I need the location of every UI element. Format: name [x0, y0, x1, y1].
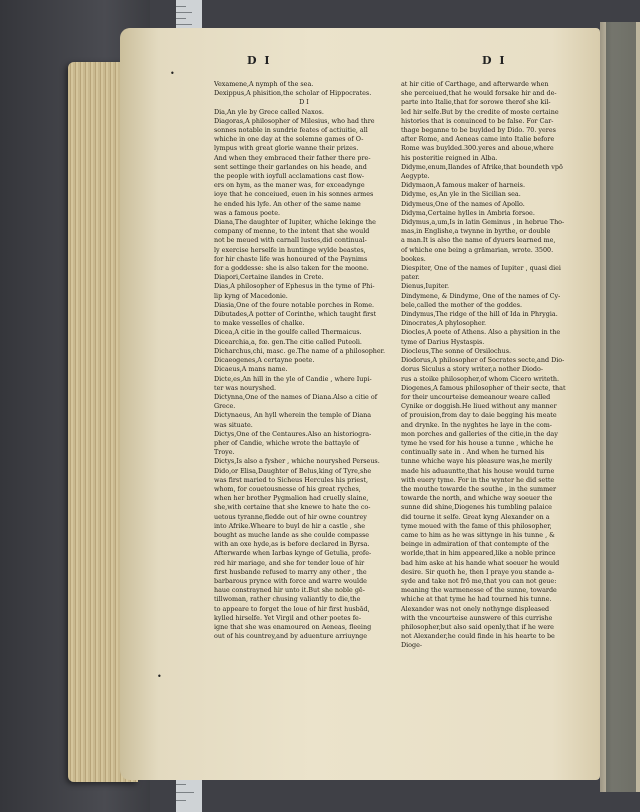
text-line: Dicea,A citie in the goulfe called Thermaicus.	[214, 328, 362, 337]
text-line: syde and take not frō me,that you can not geue:	[401, 576, 557, 585]
text-line: philosopher,but also said openly,that if he were	[401, 622, 554, 631]
text-line: for their uncourteise demeanour weare called	[401, 392, 551, 401]
text-line: bought as muche lande as she coulde compasse	[214, 530, 370, 539]
text-line: bad him aske at his hande what soeuer he would	[401, 558, 560, 567]
text-line: kylled hirselfe. Yet Virgil and other poetes fe-	[214, 613, 361, 622]
text-line: not Alexander,he could finde in his hearte to be	[401, 632, 555, 641]
text-line: Dias,A philosopher of Ephesus in the tyme of Phi-	[214, 282, 375, 291]
text-line: he ended his lyfe. An other of the same name	[214, 199, 361, 208]
text-line: Dindymus,The ridge of the hill of Ida in Phrygia.	[401, 310, 558, 319]
text-line: tillwoman, rather chusing valiantly to die,the	[214, 595, 361, 604]
text-line: mon porches and galleries of the citie,in the day	[401, 429, 558, 438]
text-line: tyme moued with the fame of this philosopher,	[401, 521, 552, 530]
text-line: mas,in Englishe,a twynne in byrthe, or double	[401, 227, 551, 236]
running-head-left: D I	[247, 54, 272, 67]
text-line: a man.It is also the name of dyuers learned me,	[401, 236, 556, 245]
text-line: Dictynna,One of the names of Diana.Also a citie of	[214, 392, 378, 401]
margin-mark-top: •	[170, 69, 175, 78]
text-line: And when they embraced their father there pre-	[214, 153, 371, 162]
text-line: Didyme, es,An yle in the Sicilian sea.	[401, 190, 521, 199]
text-line: Dictynaeus, An hyll wherein the temple of Diana	[214, 411, 372, 420]
text-line: made his aduauntte,that his house would turne	[401, 466, 555, 475]
text-line: parte into Italie,that for sorowe therof she kil-	[401, 98, 551, 107]
text-line: sent settinge their garlandes on his heade, and	[214, 162, 367, 171]
text-line: Grece.	[214, 402, 236, 411]
text-line: Dienus,Iupiter.	[401, 282, 450, 291]
text-line: first husbande refused to marry any other , the	[214, 567, 367, 576]
text-line: ly exercise herselfe in huntinge wylde beastes,	[214, 245, 366, 254]
text-line: rus a stoike philosopher,of whom Cicero writeth.	[401, 374, 560, 383]
text-line: of whiche one being a grāmarian, wrote. 3500.	[401, 245, 554, 254]
text-line: Diana,The daughter of Iupiter, whiche lekinge the	[214, 218, 376, 227]
right-background-strip	[600, 22, 640, 792]
text-line: to make vesselles of chalke.	[214, 319, 305, 328]
text-line: Aegypte.	[401, 172, 430, 181]
text-line: Dibutades,A potter of Corinthe, which taught first	[214, 310, 377, 319]
text-line: she perceiued,that he would forsake hir and de-	[401, 89, 557, 98]
text-line: at hir citie of Carthage, and afterwarde when	[401, 80, 549, 88]
text-line: she,with certaine that she knewe to hate the co-	[214, 503, 371, 512]
text-line: pher of Candie, whiche wrote the battayle of	[214, 438, 360, 447]
text-line: ter was nouryshed.	[214, 383, 277, 392]
text-line: Didymeus,One of the names of Apollo.	[401, 199, 525, 208]
text-line: tyme he vsed for his house a tunne , whiche he	[401, 438, 554, 447]
text-line: Dicaeus,A mans name.	[214, 365, 288, 374]
text-line: Dioge-	[401, 641, 423, 650]
text-line: to appeare to forget the loue of hir first husbād,	[214, 604, 370, 613]
text-line: Dexippus,A phisition,the scholar of Hippocrates.	[214, 89, 372, 98]
text-line: the mouthe towarde the southe , in the summer	[401, 484, 557, 493]
text-line: Didyma,Certaine hylles in Ambria forsoe.	[401, 208, 535, 217]
text-line: Alexander was not onely nothynge displeased	[401, 604, 550, 613]
running-head-right: D I	[482, 54, 507, 67]
text-line: Dia,An yle by Grece called Naxos.	[214, 107, 324, 116]
text-line: pater.	[401, 273, 420, 282]
text-line: Dictys,Is also a fysher , whiche nouryshed Perseus.	[214, 457, 380, 466]
text-column-left	[214, 80, 394, 641]
text-line: beinge in admiration of that contempte of the	[401, 540, 550, 549]
text-line: haue constrayned hir unto it.But she noble gē-	[214, 586, 365, 595]
text-line: bele,called the mother of the goddes.	[401, 300, 523, 309]
text-line: Dindymene, & Dindyme, One of the names of Cy-	[401, 291, 561, 300]
text-line: was a famous poete.	[214, 208, 281, 217]
text-line: lympus with great glorie wanne their prizes.	[214, 144, 359, 153]
text-line: sunne did shine,Diogenes his tumbling palaice	[401, 503, 552, 512]
text-line: ers on hym, as the maner was, for exceadynge	[214, 181, 365, 190]
text-line: with an oxe hyde,as is before declared in Byrsa.	[214, 540, 370, 549]
text-line: uetous tyranne,fledde out of hir owne countrey	[214, 512, 367, 521]
text-line: continually sate in . And when he turned his	[401, 448, 545, 457]
text-line: Vexamene,A nymph of the sea.	[214, 80, 314, 88]
text-line: when her brother Pygmalion had cruelly slaine,	[214, 494, 369, 503]
text-line: Diodorus,A philosopher of Socrates secte,and Dio-	[401, 356, 565, 365]
text-line: Diapori,Certaine ilandes in Crete.	[214, 273, 324, 282]
margin-mark-bottom: •	[157, 672, 162, 681]
text-line: sonnes notable in sundrie feates of actiuitie, all	[214, 126, 368, 135]
text-line: ioye that he conceiued, euen in his sonnes armes	[214, 190, 374, 199]
text-line: histories that is conuinced to be false. For Car-	[401, 116, 554, 125]
text-line: did tourne it selfe. Great kyng Alexander on a	[401, 512, 550, 521]
text-line: barbarous prynce with force and warre woulde	[214, 576, 367, 585]
text-line: Rome was buylded.300.yeres and aboue,where	[401, 144, 554, 153]
text-line: came to him as he was sittynge in his tunne , &	[401, 530, 555, 539]
text-line: Dictys,One of the Centaures.Also an historiogra-	[214, 429, 372, 438]
text-line: worlde,that in him appeared,like a noble prince	[401, 549, 556, 558]
text-line: Didyme,enum,Ilandes of Afrike,that boundeth vpō	[401, 162, 563, 171]
text-line: whiche in one day at the solemne games of O-	[214, 135, 364, 144]
text-line: Dicaeogenes,A certayne poete.	[214, 356, 315, 365]
text-line: Dido,or Elisa,Daughter of Belus,king of Tyre,she	[214, 466, 372, 475]
text-line: not be meued with carnall lustes,did continual-	[214, 236, 367, 245]
text-line: red hir mariage, and she for tender loue of hir	[214, 558, 365, 567]
text-line: lip kyng of Macedonie.	[214, 291, 288, 300]
text-line: with the vncourteise aunswere of this currishe	[401, 613, 553, 622]
text-column-right	[401, 80, 581, 651]
text-line: Didymaon,A famous maker of harneis.	[401, 181, 525, 190]
text-line: Dinocrates,A phylosopher.	[401, 319, 487, 328]
text-line: and drynke. In the nyghtes he laye in the com-	[401, 420, 552, 429]
text-line: led hir selfe.But by the credite of moste certaine	[401, 107, 559, 116]
text-line: Dicharchus,chi, masc. ge.The name of a philosopher.	[214, 346, 386, 355]
text-line: tunne whiche waye his pleasure was,he merily	[401, 457, 553, 466]
text-line: Troye.	[214, 448, 235, 457]
text-line: for a goddesse: she is also taken for the moone.	[214, 264, 369, 273]
text-line: desire. Sir quoth he, then I praye you stande a-	[401, 567, 555, 576]
text-line: bookes.	[401, 254, 426, 263]
text-line: thage beganne to be buylded by Dido. 70. yeres	[401, 126, 556, 135]
text-line: towarde the north, and whiche way soeuer the	[401, 494, 553, 503]
text-line: Diocleus,The sonne of Orsilochus.	[401, 346, 512, 355]
text-line: whom, for couetousnesse of his great ryches,	[214, 484, 361, 493]
text-line: after Rome, and Aeneas came into Italie before	[401, 135, 555, 144]
text-line: with euery tyme. For in the wynter he did sette	[401, 475, 555, 484]
text-line: was situate.	[214, 420, 253, 429]
text-line: his posteritie reigned in Alba.	[401, 153, 498, 162]
text-line: Diespiter, One of the names of Iupiter , quasi diei	[401, 264, 561, 273]
text-line: D I	[299, 98, 309, 107]
text-line: Didymus,a,um,Is in latin Geminus , in hebrue Tho-	[401, 218, 565, 227]
text-line: of prouision,from day to daie begging his meate	[401, 411, 557, 420]
text-line: meaning the warmenesse of the sunne, towarde	[401, 586, 557, 595]
text-line: tyme of Darius Hystaspis.	[401, 337, 485, 346]
text-line: Dicearchia,a, fœ. gen.The citie called Puteoli.	[214, 337, 362, 346]
text-line: Dicte,es,An hill in the yle of Candie , where Iupi-	[214, 374, 372, 383]
text-line: the people with ioyfull acclamations cast flow-	[214, 172, 365, 181]
text-line: Cynike or doggish.He liued without any manner	[401, 402, 557, 411]
text-line: company of menne, to the intent that she would	[214, 227, 370, 236]
text-line: Diogenes,A famous philosopher of their secte, that	[401, 383, 566, 392]
text-line: Diocles,A poete of Athens. Also a physition in the	[401, 328, 561, 337]
text-line: igne that she was enamoured on Aeneas, fleeing	[214, 622, 372, 631]
text-line: into Afrike.Wheare to buyl de hir a castle , she	[214, 521, 366, 530]
text-line: out of his countrey,and by aduenture arriuynge	[214, 632, 368, 641]
text-line: Diagoras,A philosopher of Milesius, who had thre	[214, 116, 375, 125]
text-line: Afterwarde when Iarbas kynge of Getulia, profe-	[214, 549, 372, 558]
text-line: whiche at that tyme he had tourned his tunne.	[401, 595, 552, 604]
text-line: dorus Siculus a story writer,a nother Diodo-	[401, 365, 544, 374]
text-line: was first maried to Sicheus Hercules his priest,	[214, 475, 368, 484]
text-line: Diasia,One of the foure notable porches in Rome.	[214, 300, 375, 309]
text-line: for hir chaste life was honoured of the Paynims	[214, 254, 368, 263]
